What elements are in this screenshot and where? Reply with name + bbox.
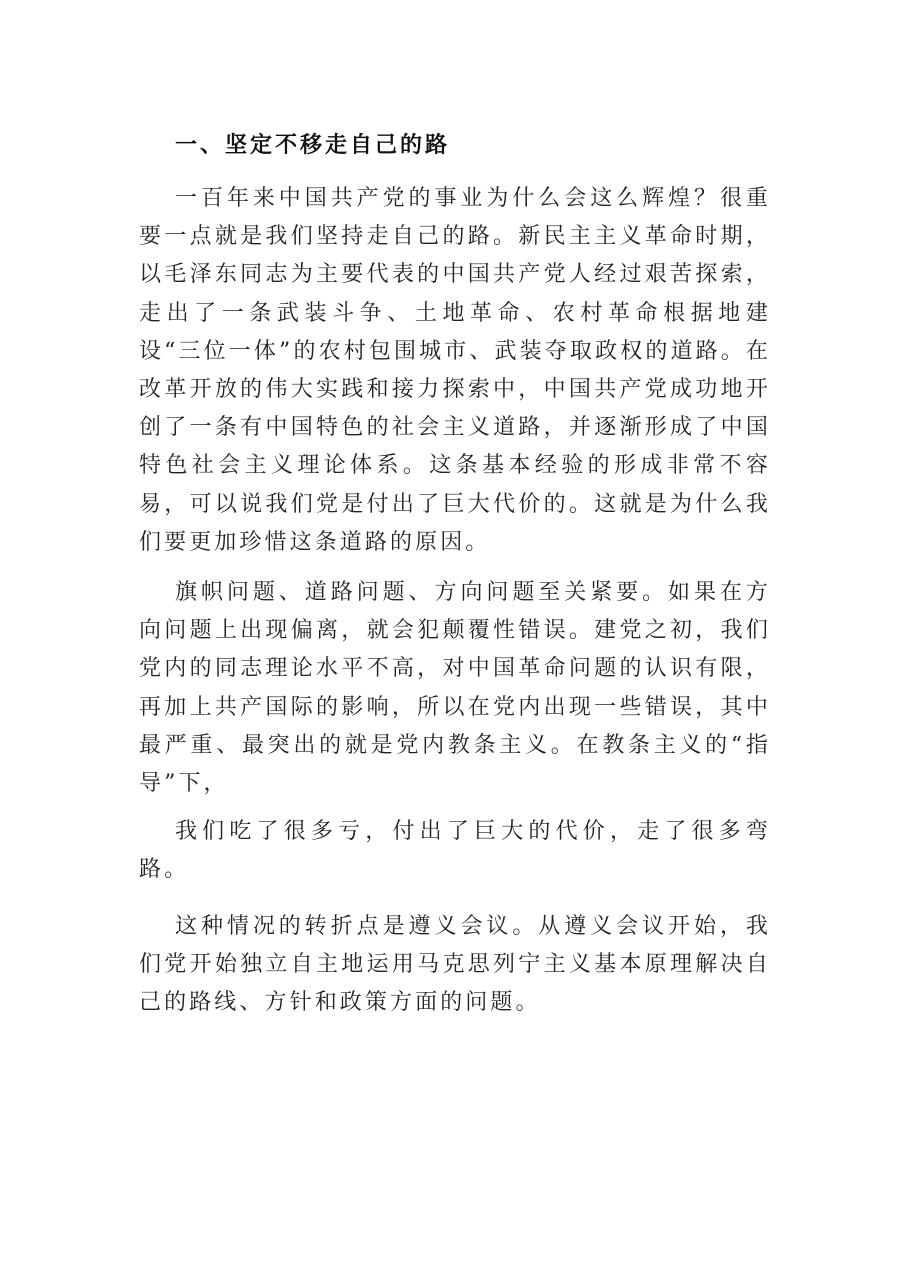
paragraph-3: 我们吃了很多亏，付出了巨大的代价，走了很多弯路。 xyxy=(139,819,771,883)
paragraph-1: 一百年来中国共产党的事业为什么会这么辉煌？很重要一点就是我们坚持走自己的路。新民主主义革命时期，以毛泽东同志为主要代表的中国共产党人经过艰苦探索，走出了一条武装斗争、土地革命、农村革命根据地建设“三位一体”的农村包围城市、武装夺取政权的道路。在改革开放的伟大实践和接力探索中，中国共产党成功地开创了一条有中国特色的社会主义道路，并逐渐形成了中国特色社会主义理论体系。这条基本经验的形成非常不容易，可以说我们党是付出了巨大代价的。这就是为什么我们要更加珍惜这条道路的原因。 xyxy=(139,186,771,555)
paragraph-2: 旗帜问题、道路问题、方向问题至关紧要。如果在方向问题上出现偏离，就会犯颠覆性错误。建党之初，我们党内的同志理论水平不高，对中国革命问题的认识有限，再加上共产国际的影响，所以在党内出现一些错误，其中最严重、最突出的就是党内教条主义。在教条主义的“指导”下， xyxy=(139,580,771,797)
document-body xyxy=(139,126,771,1022)
section-heading: 一、坚定不移走自己的路 xyxy=(175,132,451,158)
paragraph-4: 这种情况的转折点是遵义会议。从遵义会议开始，我们党开始独立自主地运用马克思列宁主义基本原理解决自己的路线、方针和政策方面的问题。 xyxy=(139,913,771,1016)
